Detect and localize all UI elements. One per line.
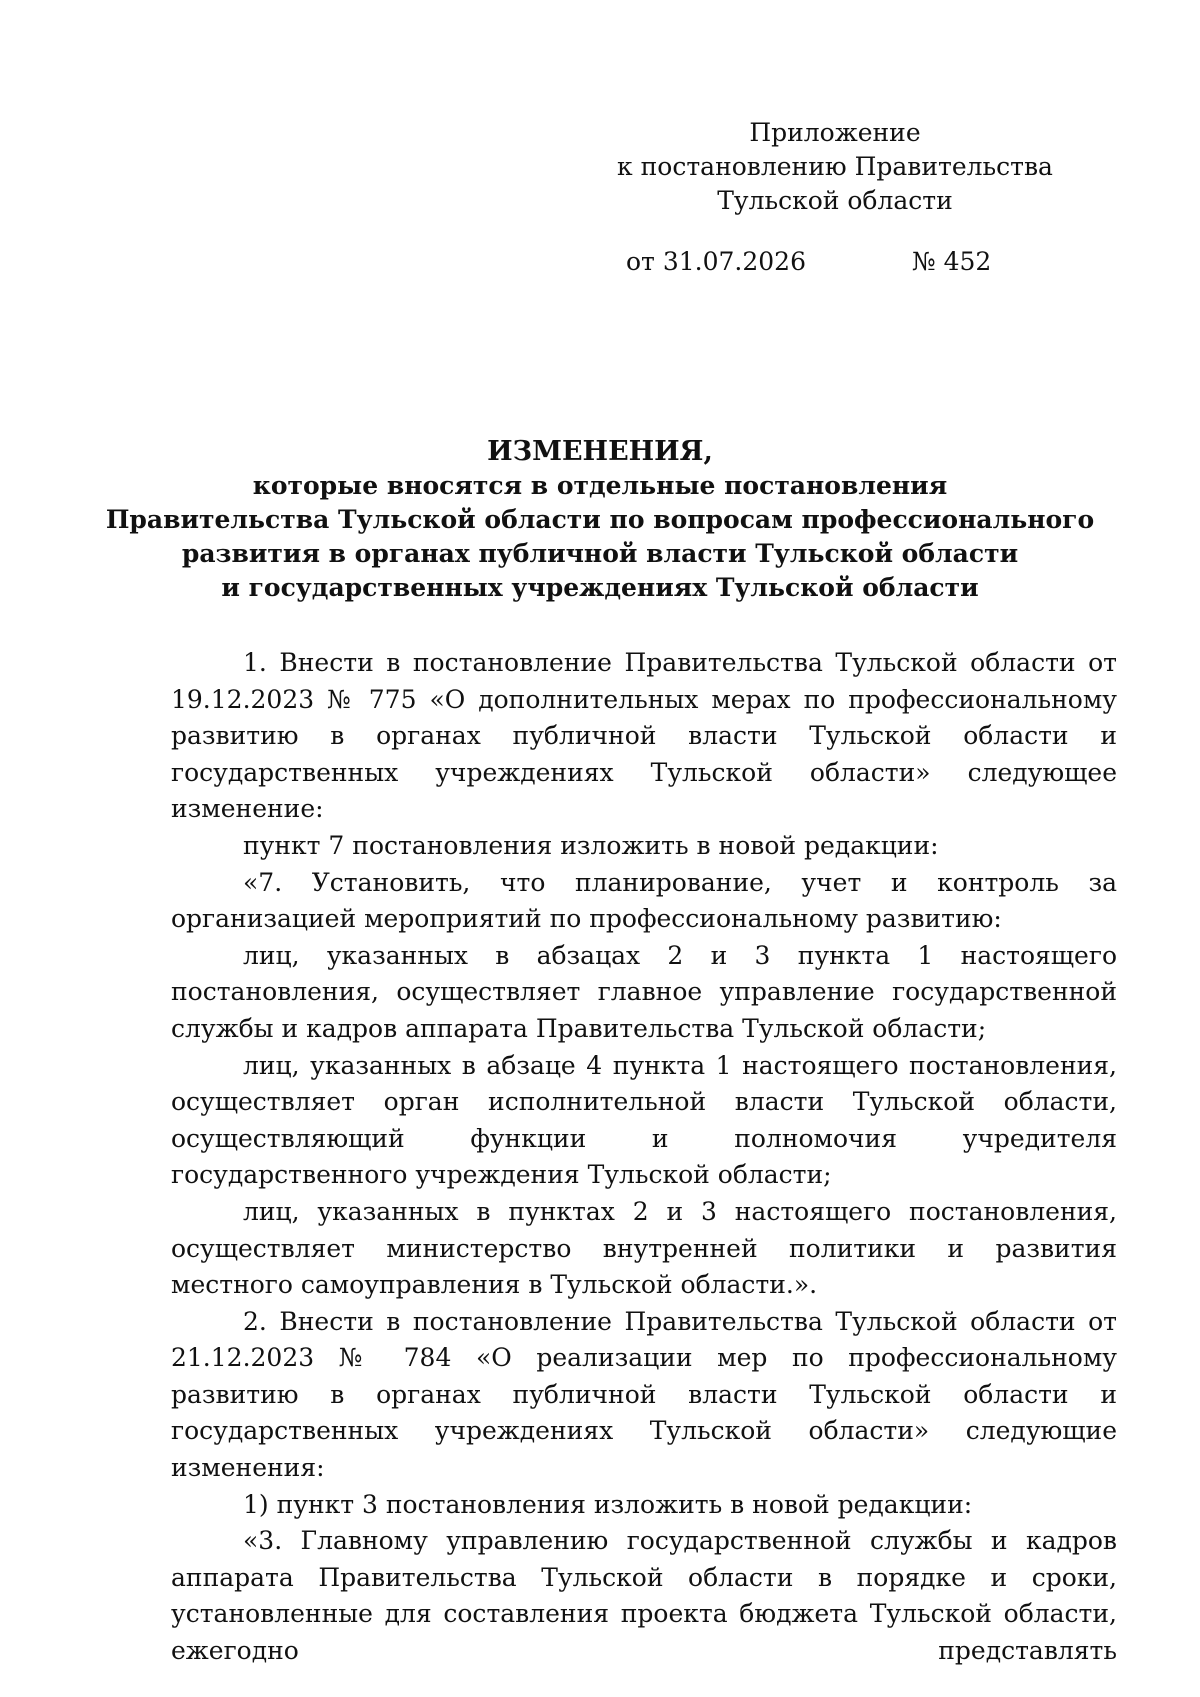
paragraph: «7. Установить, что планирование, учет и контроль за организацией мероприятий по профессиональному развитию: xyxy=(171,867,1117,934)
appendix-header xyxy=(600,116,1070,218)
paragraph: 2. Внести в постановление Правительства Тульской области от 21.12.2023 № 784 «О реализации мер по профессиональному развитию в органах публичной власти Тульской области и государственных учреждениях Тульской области» следующие изменения: xyxy=(171,1306,1117,1483)
paragraph: лиц, указанных в пунктах 2 и 3 настоящего постановления, осуществляет министерство внутренней политики и развития местного самоуправления в Тульской области.». xyxy=(171,1196,1117,1300)
paragraph: 1) пункт 3 постановления изложить в новой редакции: xyxy=(243,1489,973,1519)
title-line: развития в органах публичной власти Тульской области xyxy=(181,539,1019,568)
paragraph: «3. Главному управлению государственной службы и кадров аппарата Правительства Тульской области в порядке и сроки, установленные для составления проекта бюджета Тульской области, ежегодно представлять xyxy=(171,1526,1117,1666)
document-title xyxy=(100,435,1100,605)
paragraph: 1. Внести в постановление Правительства Тульской области от 19.12.2023 № 775 «О дополнительных мерах по профессиональному развитию в органах публичной власти Тульской области и государственных учреждениях Тульской области» следующее изменение: xyxy=(171,648,1117,824)
title-line: ИЗМЕНЕНИЯ, xyxy=(487,436,713,467)
document-number: № 452 xyxy=(912,247,992,276)
title-line: Правительства Тульской области по вопросам профессионального xyxy=(105,505,1095,534)
appendix-line: Тульской области xyxy=(717,186,953,215)
title-line: и государственных учреждениях Тульской области xyxy=(221,573,979,602)
title-line: которые вносятся в отдельные постановления xyxy=(252,471,948,500)
paragraph: пункт 7 постановления изложить в новой редакции: xyxy=(243,830,939,860)
paragraph: лиц, указанных в абзацах 2 и 3 пункта 1 настоящего постановления, осуществляет главное управление государственной службы и кадров аппарата Правительства Тульской области; xyxy=(171,940,1117,1043)
document-body xyxy=(171,645,1117,1670)
appendix-line: Приложение xyxy=(749,118,921,147)
document-date: от 31.07.2026 xyxy=(626,247,806,276)
appendix-line: к постановлению Правительства xyxy=(617,152,1053,181)
paragraph: лиц, указанных в абзаце 4 пункта 1 настоящего постановления, осуществляет орган исполнительной власти Тульской области, осуществляющий функции и полномочия учредителя государственного учреждения Тульской области; xyxy=(171,1050,1117,1190)
